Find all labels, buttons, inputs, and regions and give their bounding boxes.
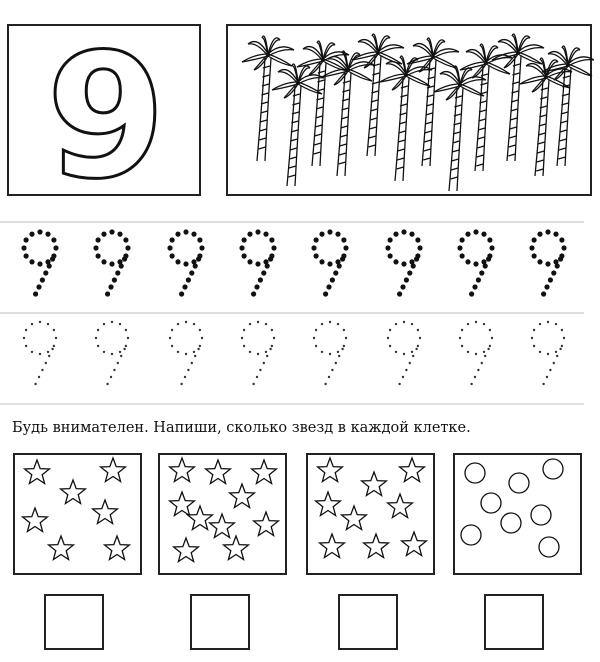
star-shape — [252, 460, 277, 484]
star-shape — [318, 458, 343, 482]
dotted-nine — [23, 321, 57, 385]
star-shape — [342, 506, 367, 530]
star-shape — [210, 514, 235, 538]
star-shape — [170, 458, 195, 482]
dotted-nine — [387, 321, 421, 385]
star-shape — [364, 534, 389, 558]
circle-shape — [539, 537, 559, 557]
answer-box-4[interactable] — [484, 594, 544, 650]
dotted-nine — [529, 229, 566, 296]
circle-shape — [509, 473, 529, 493]
circle-shape — [461, 525, 481, 545]
star-shape — [230, 484, 255, 508]
star-shape — [206, 460, 231, 484]
dotted-nine — [311, 229, 348, 296]
star-shape — [170, 492, 195, 516]
dotted-nine — [459, 321, 493, 385]
star-shape — [224, 536, 249, 560]
star-shape — [316, 492, 341, 516]
answer-box-2[interactable] — [190, 594, 250, 650]
instruction-text: Будь внимателен. Напиши, сколько звезд в каждой клетке. — [12, 420, 471, 436]
circle-shape — [531, 505, 551, 525]
star-shape — [25, 460, 50, 484]
circle-shape — [543, 459, 563, 479]
star-shape — [362, 472, 387, 496]
star-shape — [320, 534, 345, 558]
dotted-nine — [93, 229, 130, 296]
star-shape — [254, 512, 279, 536]
counting-box-1 — [13, 453, 142, 575]
circle-shape — [465, 463, 485, 483]
counting-box-4 — [453, 453, 582, 575]
dotted-nine — [531, 321, 565, 385]
star-shape — [174, 538, 199, 562]
big-digit-glyph: 9 — [46, 26, 166, 198]
answer-box-1[interactable] — [44, 594, 104, 650]
star-shape — [101, 458, 126, 482]
counting-shapes-3 — [308, 455, 433, 573]
star-shape — [61, 480, 86, 504]
star-shape — [402, 532, 427, 556]
star-shape — [23, 508, 48, 532]
dotted-nine — [241, 321, 275, 385]
star-shape — [400, 458, 425, 482]
star-shape — [93, 500, 118, 524]
dotted-nine — [457, 229, 494, 296]
dotted-nine — [167, 229, 204, 296]
star-shape — [388, 494, 413, 518]
dotted-nine — [169, 321, 203, 385]
star-shape — [188, 506, 213, 530]
dotted-nine — [95, 321, 129, 385]
counting-shapes-1 — [15, 455, 140, 573]
circle-shape — [481, 493, 501, 513]
dotted-nine — [21, 229, 58, 296]
dotted-nine — [313, 321, 347, 385]
star-shape — [49, 536, 74, 560]
dotted-nine — [385, 229, 422, 296]
star-shape — [105, 536, 130, 560]
trace-row-faint — [23, 321, 565, 385]
counting-box-3 — [306, 453, 435, 575]
counting-box-2 — [158, 453, 287, 575]
answer-box-3[interactable] — [338, 594, 398, 650]
counting-shapes-2 — [160, 455, 285, 573]
counting-shapes-4 — [455, 455, 580, 573]
dotted-nine — [239, 229, 276, 296]
circle-shape — [501, 513, 521, 533]
trace-row-bold — [21, 229, 566, 296]
